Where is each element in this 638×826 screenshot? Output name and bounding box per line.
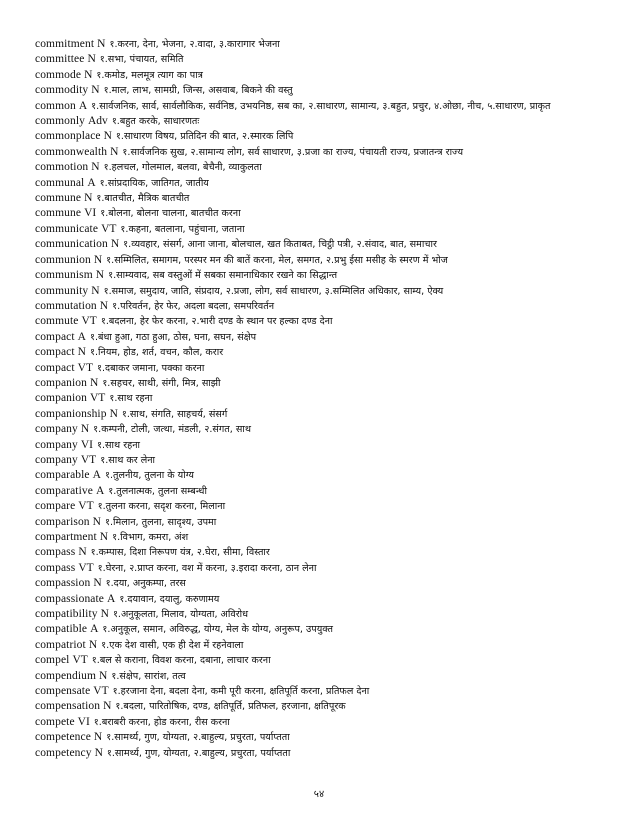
part-of-speech: N [78,546,87,559]
definition: १.कम्पनी, टोली, जत्था, मंडली, २.संगत, साथ [93,424,251,436]
headword: compare [35,500,76,513]
definition: १.साथ, संगति, साहचर्य, संसर्ग [121,408,228,420]
dictionary-entry [35,545,618,560]
definition: १.एक देश वासी, एक ही देश में रहनेवाला [101,639,244,651]
dictionary-entry [35,191,618,206]
definition: १.साथ रहना [109,393,153,405]
headword: companionship [35,407,107,420]
part-of-speech: N [80,423,90,436]
definition: १.साधारण विषय, प्रतिदिन की बात, २.स्मारक लिपि [115,131,294,143]
definition: १.तुलना करना, सदृश करना, मिलाना [97,501,226,513]
part-of-speech: VT [78,500,94,513]
dictionary-entry [35,607,618,622]
part-of-speech: VI [84,207,97,220]
part-of-speech: N [99,299,109,312]
definition: १.बातचीत, मैत्रिक बातचीत [96,193,190,205]
definition: १.करना, देना, भेजना, २.वादा, ३.कारागार भेजना [109,39,280,50]
part-of-speech: A [77,330,86,343]
part-of-speech: N [77,346,86,359]
headword: communication [35,238,108,251]
definition: १.परिवर्तन, हेर फेर, अदला बदला, समपरिवर्तन [112,300,275,312]
dictionary-entry [35,622,618,637]
definition: १.बल से कराना, विवश करना, दबाना, लाचार करना [91,655,271,667]
definition: १.नियम, होड, शर्त, वचन, कौल, करार [89,347,224,359]
part-of-speech: A [87,176,96,189]
dictionary-entry [35,499,618,514]
headword: commodity [35,84,89,97]
headword: communicate [35,222,99,235]
dictionary-entry [35,391,618,406]
definition: १.सामर्थ्य, गुण, योग्यता, २.बाहुल्य, प्रचुरता, पर्याप्तता [106,747,291,759]
part-of-speech: N [100,608,109,621]
part-of-speech: N [110,145,119,158]
part-of-speech: N [95,269,105,282]
dictionary-entry [35,468,618,483]
headword: compendium [35,669,97,682]
headword: compass [35,546,76,559]
dictionary-entry [35,438,618,453]
headword: compassion [35,577,91,590]
definition: १.बदला, पारितोषिक, दण्ड, क्षतिपूर्ति, प्रतिफल, हरजाना, क्षतिपूरक [115,701,346,713]
definition: १.सम्मिलित, समागम, परस्पर मन की बातें करना, मेल, समगत, २.प्रभु ईसा मसीह के स्मरण में भोज [106,254,448,266]
definition: १.विभाग, कमरा, अंश [112,532,189,543]
definition: १.तुलनात्मक, तुलना सम्बन्धी [108,485,207,497]
headword: compartment [35,531,97,543]
headword: communion [35,253,91,266]
headword: compel [35,654,70,667]
dictionary-entry [35,515,618,530]
headword: compatibility [35,608,98,621]
part-of-speech: VT [81,315,97,328]
headword: compensate [35,685,91,698]
dictionary-entry [35,37,618,52]
part-of-speech: N [94,746,103,759]
dictionary-entry [35,83,618,98]
dictionary-entry [35,222,618,237]
dictionary-entry [35,145,618,160]
definition: १.हलचल, गोलमाल, बलवा, बेचैनी, व्याकुलता [103,162,262,174]
dictionary-entry [35,699,618,714]
part-of-speech: N [88,638,98,651]
definition: १.बंधा हुआ, गठा हुआ, ठोस, घना, सघन, संक्षेप [89,331,257,343]
definition: १.अनुकूलता, मिलाव, योग्यता, अविरोध [112,609,249,621]
page-number: ५४ [313,789,325,800]
part-of-speech: N [109,407,118,420]
definition: १.सांप्रदायिक, जातिगत, जातीय [99,177,209,189]
part-of-speech: N [84,192,93,205]
definition: १.सामर्थ्य, गुण, योग्यता, २.बाहुल्य, प्रचुरता, पर्याप्तता [106,732,290,744]
dictionary-entry [35,314,618,329]
headword: competence [35,731,91,744]
part-of-speech: A [90,623,99,636]
headword: company [35,453,78,466]
part-of-speech: VT [77,361,93,374]
headword: commune [35,192,82,205]
part-of-speech: N [97,38,106,50]
headword: commonplace [35,130,101,143]
part-of-speech: N [99,531,109,543]
dictionary-entry [35,284,618,299]
definition: १.सार्वजनिक, सार्व, सार्वलौकिक, सर्वनिष्ठ, उभयनिष्ठ, सब का, २.साधारण, सामान्य, ३.बहुत, प्रचुर, ४.ओछा, नीच, ५.साधारण, प्राकृत [91,100,551,112]
dictionary-entry [35,268,618,283]
headword: compact [35,346,75,359]
dictionary-entry [35,206,618,221]
part-of-speech: A [95,484,105,497]
definition: १.समाज, समुदाय, जाति, संप्रदाय, २.प्रजा, लोग, सर्व साधारण, ३.सम्मिलित अधिकार, साम्य, ऐक्य [103,285,444,297]
headword: communism [35,269,93,282]
headword: commotion [35,161,89,174]
definition: १.बहुत करके, साधारणतः [111,116,200,128]
definition: १.बराबरी करना, होड करना, रीस करना [93,716,230,728]
dictionary-entry [35,561,618,576]
headword: communal [35,176,85,189]
headword: commune [35,207,82,220]
definition: १.बोलना, बोलना चालना, बातचीत करना [100,208,241,220]
definition: १.सार्वजनिक सुख, २.सामान्य लोग, सर्व साधारण, ३.प्रजा का राज्य, पंचायती राज्य, प्रजातन्त्र राज्य [122,146,464,158]
headword: commonly [35,115,85,128]
dictionary-entry [35,114,618,129]
dictionary-entry [35,176,618,191]
dictionary-entry [35,746,618,761]
headword: commonwealth [35,145,108,158]
definition: १.व्यवहार, संसर्ग, आना जाना, बोलचाल, खत किताबत, चिट्ठी पत्री, २.संवाद, बात, समाचार [123,239,437,251]
dictionary-entry [35,68,618,83]
dictionary-entry [35,237,618,252]
dictionary-entry [35,530,618,545]
headword: common [35,99,76,112]
dictionary-entry [35,669,618,684]
part-of-speech: N [93,731,103,744]
dictionary-entry [35,129,618,144]
dictionary-entry [35,484,618,499]
headword: compassionate [35,592,105,605]
dictionary-entry [35,638,618,653]
definition: १.साम्यवाद, सब वस्तुओं में सबका समानाधिकार रखने का सिद्धान्त [108,270,338,282]
definition: १.घेरना, २.प्राप्त करना, वश में करना, ३.इरादा करना, ठान लेना [97,562,317,574]
dictionary-entry [35,160,618,175]
part-of-speech: N [92,515,101,528]
headword: competency [35,746,92,759]
headword: company [35,423,78,436]
headword: commutation [35,299,97,312]
definition: १.साथ रहना [97,439,141,451]
definition: १.माल, लाभ, सामग्री, जिन्स, असवाब, बिकने की वस्तु [103,85,293,97]
dictionary-entry [35,684,618,699]
dictionary-entry [35,345,618,360]
part-of-speech: A [107,592,116,605]
headword: commute [35,315,79,328]
dictionary-entry [35,253,618,268]
headword: company [35,438,78,451]
definition: १.सभा, पंचायत, समिति [99,54,184,66]
headword: compensation [35,700,101,713]
definition: १.कमोड, मलमूत्र त्याग का पात्र [96,69,203,81]
part-of-speech: N [103,130,112,143]
headword: committee [35,53,85,66]
dictionary-entry [35,330,618,345]
definition: १.कम्पास, दिशा निरूपण यंत्र, २.घेरा, सीमा, विस्तार [90,547,270,559]
part-of-speech: A [78,99,88,112]
part-of-speech: VT [72,654,88,667]
headword: comparison [35,515,90,528]
headword: comparable [35,469,90,482]
part-of-speech: A [92,469,101,482]
dictionary-entry [35,715,618,730]
definition: १.तुलनीय, तुलना के योग्य [104,470,194,482]
headword: companion [35,392,87,405]
dictionary-entry [35,592,618,607]
definition: १.हरजाना देना, बदला देना, कमी पूरी करना, क्षतिपूर्ति करना, प्रतिफल देना [112,686,370,698]
part-of-speech: VT [93,685,109,698]
headword: compatriot [35,638,86,651]
definition: १.साथ कर लेना [100,454,156,466]
part-of-speech: N [93,253,103,266]
dictionary-entry [35,376,618,391]
definition: १.बदलना, हेर फेर करना, २.भारी दण्ड के स्थान पर हल्का दण्ड देना [100,316,333,328]
part-of-speech: N [91,84,100,97]
part-of-speech: N [103,700,112,713]
definition: १.संक्षेप, सारांश, तत्व [111,670,186,682]
dictionary-entry [35,99,618,114]
dictionary-entry [35,730,618,745]
part-of-speech: N [93,577,102,590]
definition: १.अनुकूल, समान, अविरुद्ध, योग्य, मेल के योग्य, अनुरूप, उपयुक्त [102,624,333,636]
part-of-speech: Adv [88,115,108,128]
headword: compact [35,361,75,374]
headword: comparative [35,484,93,497]
dictionary-entry [35,361,618,376]
definition: १.कहना, बतलाना, पहुंचाना, जताना [120,223,245,235]
part-of-speech: VT [90,392,106,405]
part-of-speech: VT [80,453,97,466]
definition: १.सहचर, साथी, संगी, मित्र, साझी [102,377,221,389]
dictionary-entry [35,299,618,314]
definition: १.दयावान, दयालु, करुणामय [119,593,220,605]
headword: compass [35,561,76,574]
dictionary-entries [35,37,618,761]
headword: community [35,284,89,297]
headword: compatible [35,623,88,636]
dictionary-entry [35,422,618,437]
definition: १.दबाकर जमाना, पक्का करना [97,362,205,374]
part-of-speech: N [87,53,96,66]
part-of-speech: VI [80,438,93,451]
dictionary-entry [35,653,618,668]
part-of-speech: VT [78,561,94,574]
dictionary-entry [35,407,618,422]
definition: १.मिलान, तुलना, सादृश्य, उपमा [104,516,217,528]
dictionary-entry [35,576,618,591]
headword: companion [35,376,87,389]
part-of-speech: N [110,238,120,251]
definition: १.दया, अनुकम्पा, तरस [105,578,186,590]
part-of-speech: N [99,669,108,682]
part-of-speech: N [91,161,100,174]
dictionary-entry [35,52,618,67]
part-of-speech: N [84,68,93,81]
headword: compete [35,715,75,728]
part-of-speech: VT [101,222,117,235]
part-of-speech: N [90,376,99,389]
part-of-speech: VI [77,715,90,728]
part-of-speech: N [91,284,100,297]
headword: compact [35,330,75,343]
headword: commitment [35,38,95,50]
headword: commode [35,68,82,81]
dictionary-entry [35,453,618,468]
